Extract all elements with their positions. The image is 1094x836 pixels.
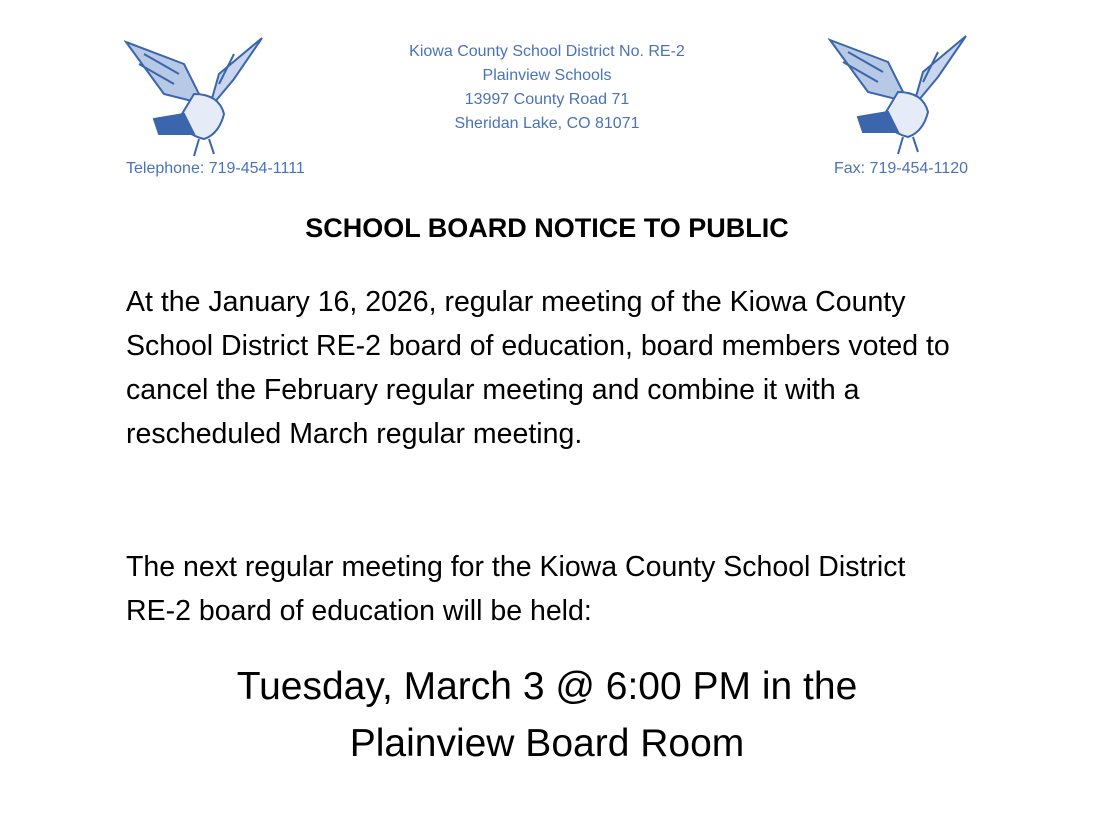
district-name: Kiowa County School District No. RE-2 [409,43,685,60]
telephone: Telephone: 719-454-1111 [126,160,305,177]
school-name: Plainview Schools [482,67,612,84]
notice-title: SCHOOL BOARD NOTICE TO PUBLIC [305,213,789,243]
notice-paragraph: At the January 16, 2026, regular meeting of the Kiowa County School District RE-2 board of education, board members voted to cancel the February regular meeting and combine it with a rescheduled March regular meeting. [126,286,950,450]
letterhead-address [0,40,1094,136]
city-state-zip: Sheridan Lake, CO 81071 [454,115,640,132]
meeting-date-time: Tuesday, March 3 @ 6:00 PM in the [236,665,858,708]
meeting-location: Plainview Board Room [349,722,745,765]
fax: Fax: 719-454-1120 [833,160,968,177]
notice-paragraph: The next regular meeting for the Kiowa County School District RE-2 board of education will be held: [126,551,906,627]
street-address: 13997 County Road 71 [464,91,630,108]
meeting-details [0,658,1094,772]
